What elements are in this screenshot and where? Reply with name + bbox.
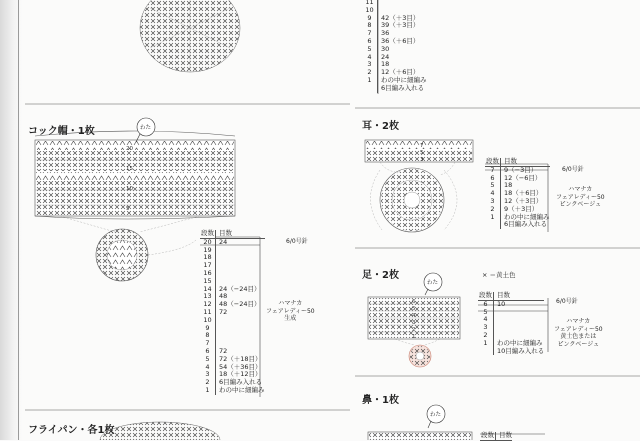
section-title-cock-hat: コック帽・1枚 bbox=[28, 126, 95, 137]
table-row bbox=[200, 387, 265, 395]
stitch-count: 72 bbox=[215, 309, 227, 317]
nose-stitch-table bbox=[480, 432, 512, 441]
row-number: 2 bbox=[490, 204, 495, 213]
stitch-count: 6目編み入れる bbox=[377, 85, 424, 93]
row-number: 5 bbox=[205, 354, 210, 363]
section-title-leg: 足・2枚 bbox=[362, 270, 399, 281]
cock-hat-stitch-table bbox=[200, 230, 265, 395]
row-number: 6 bbox=[483, 299, 488, 308]
nose-chart bbox=[368, 405, 472, 440]
wata-label-nose: わた bbox=[430, 412, 442, 418]
row-number: 10 bbox=[203, 315, 212, 324]
hat-yarn: ハマナカ フェアレディー50 生成 bbox=[266, 300, 315, 322]
table-row bbox=[362, 85, 427, 93]
header-stitch-label: 目数 bbox=[495, 432, 512, 440]
stitch-count: 48（−24目） bbox=[215, 301, 261, 309]
stitch-count: 10目編み入れる bbox=[493, 348, 544, 356]
table-row bbox=[478, 301, 544, 309]
table-row bbox=[478, 309, 544, 317]
chart-row-label: 15 bbox=[126, 166, 133, 172]
row-number: 18 bbox=[203, 253, 212, 262]
table-row bbox=[200, 317, 265, 325]
chart-row-label: 6 bbox=[412, 299, 416, 305]
stitch-count: 36 bbox=[377, 30, 389, 38]
table-row bbox=[200, 340, 265, 348]
row-number: 7 bbox=[205, 339, 210, 348]
stitch-count: わの中に細編み bbox=[500, 214, 550, 222]
table-row bbox=[478, 348, 544, 356]
row-number: 1 bbox=[367, 75, 372, 84]
top-stitch-table bbox=[362, 0, 427, 93]
row-number: 9 bbox=[367, 13, 372, 22]
stitch-count: 36（＋6目） bbox=[377, 38, 419, 46]
row-number: 3 bbox=[490, 196, 495, 205]
row-number: 17 bbox=[203, 261, 212, 270]
row-number: 15 bbox=[203, 276, 212, 285]
stitch-count: わの中に細編み bbox=[215, 387, 265, 395]
row-number: 8 bbox=[205, 331, 210, 340]
section-title-nose: 鼻・1枚 bbox=[362, 395, 399, 406]
header-row-label: 段数 bbox=[479, 291, 492, 299]
row-number: 7 bbox=[367, 29, 372, 38]
leg-yarn: ハマナカ フェアレディー50 黄土色または ピンクベージュ bbox=[554, 318, 603, 348]
row-number: 13 bbox=[203, 292, 212, 301]
row-number: 3 bbox=[205, 370, 210, 379]
stitch-count: 12（＋6目） bbox=[377, 69, 419, 77]
row-number: 20 bbox=[203, 237, 212, 246]
table-row bbox=[478, 316, 544, 324]
stitch-count: 24 bbox=[377, 54, 389, 62]
header-stitch-label: 目数 bbox=[500, 158, 517, 166]
row-number: 12 bbox=[203, 300, 212, 309]
stitch-count: 48 bbox=[215, 293, 227, 301]
header-row-label: 段数 bbox=[201, 229, 214, 237]
ear-yarn: ハマナカ フェアレディー50 ピンクベージュ bbox=[556, 186, 605, 208]
row-number: 10 bbox=[365, 5, 374, 14]
chart-row-label: 4 bbox=[412, 313, 416, 319]
row-number: 8 bbox=[367, 21, 372, 30]
table-row bbox=[200, 325, 265, 333]
chart-row-label: 5 bbox=[126, 206, 130, 212]
stitch-count: 18（＋6目） bbox=[500, 190, 542, 198]
table-row bbox=[362, 38, 427, 46]
table-row bbox=[362, 54, 427, 62]
stitch-count: 72 bbox=[215, 348, 227, 356]
top-circle-chart bbox=[140, 0, 240, 72]
row-number: 5 bbox=[367, 44, 372, 53]
section-title-frypan: フライパン・各1枚 bbox=[28, 425, 115, 436]
color-legend: × ＝黄土色 bbox=[482, 271, 516, 279]
chart-row-label: 1 bbox=[412, 334, 416, 340]
row-number: 2 bbox=[205, 378, 210, 387]
section-title-ear: 耳・2枚 bbox=[362, 121, 399, 132]
stitch-count: わの中に細編み bbox=[377, 77, 427, 85]
row-number: 16 bbox=[203, 268, 212, 277]
row-number: 14 bbox=[203, 284, 212, 293]
stitch-count: 30 bbox=[377, 46, 389, 54]
stitch-count: 54（＋36目） bbox=[215, 364, 262, 372]
chart-row-label: 5 bbox=[412, 306, 416, 312]
row-number: 6 bbox=[490, 173, 495, 182]
row-number: 3 bbox=[367, 60, 372, 69]
chart-row-label: 20 bbox=[126, 146, 133, 152]
table-row bbox=[362, 22, 427, 30]
ear-stitch-table bbox=[485, 158, 550, 229]
row-number bbox=[478, 348, 493, 356]
header-row-label: 段数 bbox=[481, 431, 494, 439]
row-number: 7 bbox=[490, 165, 495, 174]
chart-row-label: 3 bbox=[420, 157, 424, 163]
row-number bbox=[362, 85, 377, 93]
stitch-count: 9（＋3目） bbox=[500, 206, 538, 214]
row-number: 3 bbox=[483, 323, 488, 332]
row-number: 4 bbox=[483, 315, 488, 324]
stitch-count: 24（−24目） bbox=[215, 286, 261, 294]
stitch-count: 18 bbox=[500, 182, 512, 190]
stitch-count: 18 bbox=[377, 61, 389, 69]
row-number: 5 bbox=[490, 181, 495, 190]
chart-row-label: 7 bbox=[420, 143, 424, 149]
hat-hook-size: 6/0号針 bbox=[286, 238, 308, 245]
table-row bbox=[485, 221, 550, 229]
row-number: 4 bbox=[367, 52, 372, 61]
row-number: 1 bbox=[205, 385, 210, 394]
row-number: 1 bbox=[483, 338, 488, 347]
stitch-count: 12（−6目） bbox=[500, 175, 541, 183]
chart-row-label: 2 bbox=[412, 327, 416, 333]
chart-row-label: 5 bbox=[420, 150, 424, 156]
stitch-count: 18（＋12目） bbox=[215, 371, 262, 379]
row-number: 4 bbox=[490, 189, 495, 198]
stitch-count: 10 bbox=[493, 301, 505, 309]
ear-chart bbox=[365, 140, 473, 232]
stitch-count: 9（−3目） bbox=[500, 167, 537, 175]
stitch-count: 24 bbox=[215, 239, 227, 247]
row-number: 6 bbox=[205, 346, 210, 355]
stitch-count: 42（＋3目） bbox=[377, 15, 419, 23]
row-number: 6 bbox=[367, 36, 372, 45]
row-number: 1 bbox=[490, 212, 495, 221]
header-row-label: 段数 bbox=[486, 157, 499, 165]
chart-row-label: 3 bbox=[412, 320, 416, 326]
frypan-chart bbox=[100, 422, 220, 440]
row-number: 2 bbox=[367, 68, 372, 77]
chart-row-label: 10 bbox=[126, 186, 133, 192]
leg-hook-size: 6/0号針 bbox=[556, 298, 578, 305]
leg-stitch-table bbox=[478, 292, 544, 355]
stitch-count: 39（＋3目） bbox=[377, 22, 419, 30]
row-number: 5 bbox=[483, 307, 488, 316]
row-number: 2 bbox=[483, 330, 488, 339]
ear-hook-size: 6/0号針 bbox=[562, 166, 584, 173]
table-row bbox=[200, 332, 265, 340]
wata-label-hat: わた bbox=[140, 125, 152, 131]
header-stitch-label: 目数 bbox=[493, 292, 510, 300]
row-number bbox=[485, 221, 500, 229]
table-header bbox=[480, 432, 512, 441]
wata-label-leg: わた bbox=[427, 280, 439, 286]
row-number: 19 bbox=[203, 245, 212, 254]
stitch-count: 12（＋3目） bbox=[500, 198, 542, 206]
table-row bbox=[362, 46, 427, 54]
table-header bbox=[478, 292, 544, 301]
stitch-count: 72（＋18目） bbox=[215, 356, 262, 364]
row-number: 11 bbox=[365, 0, 374, 6]
leg-chart bbox=[368, 273, 460, 367]
header-stitch-label: 目数 bbox=[215, 230, 232, 238]
table-row bbox=[485, 175, 550, 183]
row-number: 4 bbox=[205, 362, 210, 371]
row-number: 11 bbox=[203, 307, 212, 316]
stitch-count: 6目編み入れる bbox=[215, 379, 262, 387]
row-number: 9 bbox=[205, 323, 210, 332]
stitch-count: 6目編み入れる bbox=[500, 221, 547, 229]
stitch-count: わの中に細編み bbox=[493, 340, 543, 348]
table-row bbox=[478, 324, 544, 332]
